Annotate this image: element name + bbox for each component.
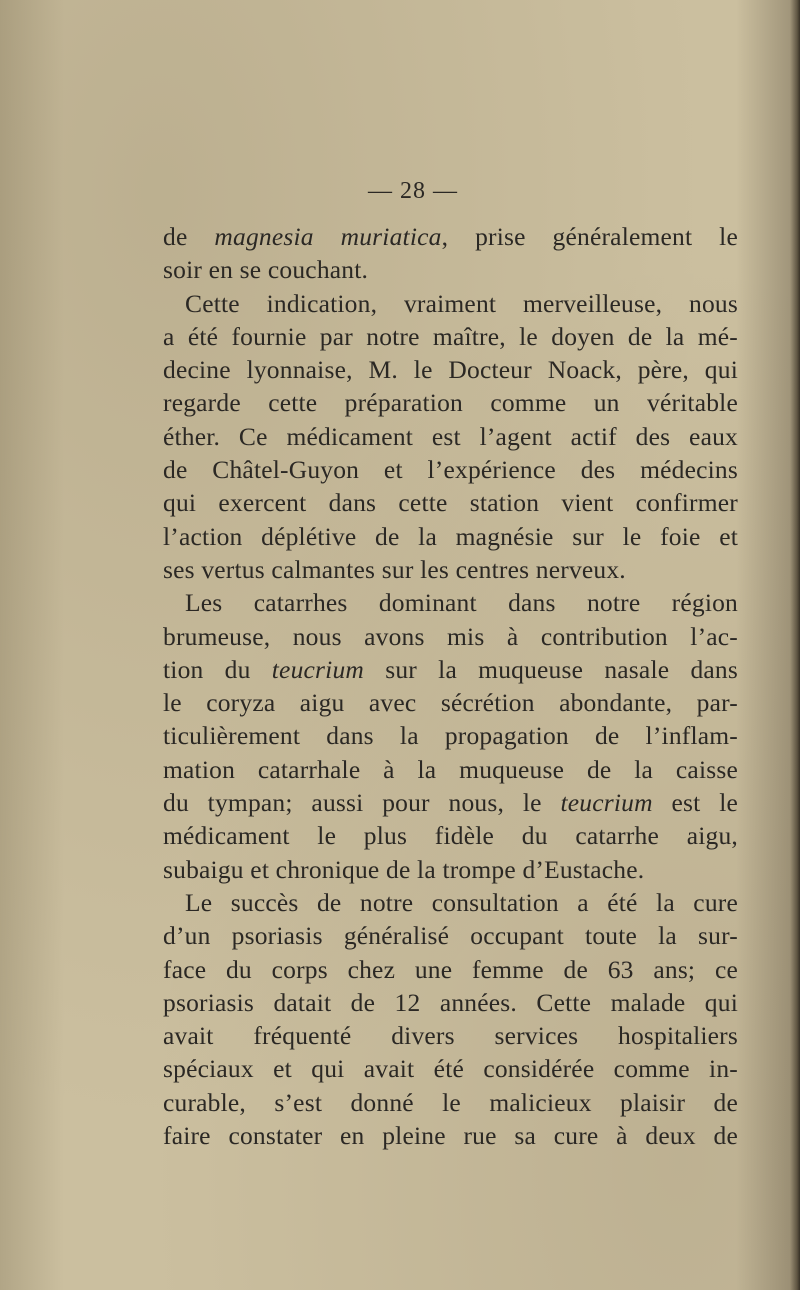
text-segment: éther. Ce médicament est l’agent actif des eaux: [163, 421, 738, 451]
text-line: [163, 786, 738, 819]
text-line: [163, 886, 738, 919]
text-line: [163, 486, 738, 519]
text-segment: l’action déplétive de la magnésie sur le foie et: [163, 521, 738, 551]
text-line: [163, 553, 738, 586]
text-line: [163, 686, 738, 719]
text-segment: médicament le plus fidèle du catarrhe aigu,: [163, 821, 738, 851]
text-segment: sur la muqueuse nasale dans: [364, 654, 738, 684]
text-segment: curable, s’est donné le malicieux plaisir de: [163, 1087, 738, 1117]
text-segment: ticulièrement dans la propagation de l’inflam-: [163, 721, 738, 751]
text-line: [163, 420, 738, 453]
text-line: [163, 953, 738, 986]
text-line: [163, 653, 738, 686]
text-line: [163, 1052, 738, 1085]
text-segment: a été fournie par notre maître, le doyen de la mé-: [163, 321, 738, 351]
text-segment: de: [163, 222, 215, 251]
text-line: [163, 586, 738, 619]
page-number: — 28 —: [368, 178, 458, 204]
text-segment: qui exercent dans cette station vient confirmer: [163, 488, 738, 518]
text-segment: subaigu et chronique de la trompe d’Eustache.: [163, 854, 645, 884]
text-line: [163, 453, 738, 486]
text-segment: Le succès de notre consultation a été la cure: [185, 887, 738, 917]
text-segment: regarde cette préparation comme un véritable: [163, 388, 738, 418]
text-segment: Cette indication, vraiment merveilleuse, nous: [185, 288, 738, 318]
italic-term: teucrium: [560, 788, 653, 818]
text-segment: decine lyonnaise, M. le Docteur Noack, père, qui: [163, 355, 738, 385]
text-segment: le coryza aigu avec sécrétion abondante, par-: [163, 688, 738, 718]
text-line: [163, 1086, 738, 1119]
text-segment: de Châtel-Guyon et l’expérience des médecins: [163, 455, 738, 485]
text-segment: tion du: [163, 654, 272, 684]
text-segment: face du corps chez une femme de 63 ans; ce: [163, 954, 738, 984]
text-line: [163, 853, 738, 886]
text-line: [163, 919, 738, 952]
text-segment: ses vertus calmantes sur les centres nerveux.: [163, 554, 626, 584]
text-line: [163, 1119, 738, 1152]
text-segment: soir en se couchant.: [163, 255, 369, 285]
text-segment: psoriasis datait de 12 années. Cette malade qui: [163, 987, 738, 1017]
text-segment: spéciaux et qui avait été considérée comme in-: [163, 1054, 738, 1084]
italic-term: teucrium: [271, 654, 365, 684]
text-line: [163, 386, 738, 419]
text-line: [163, 220, 738, 253]
text-segment: mation catarrhale à la muqueuse de la caisse: [163, 754, 738, 784]
italic-term: magnesia muriatica: [214, 222, 442, 251]
text-segment: d’un psoriasis généralisé occupant toute la sur-: [163, 921, 738, 951]
text-line: [163, 253, 738, 286]
text-segment: du tympan; aussi pour nous, le: [163, 788, 561, 818]
text-segment: Les catarrhes dominant dans notre région: [185, 588, 738, 618]
text-line: [163, 986, 738, 1019]
text-line: [163, 287, 738, 320]
text-segment: brumeuse, nous avons mis à contribution l’ac-: [163, 621, 738, 651]
text-segment: avait fréquenté divers services hospitaliers: [163, 1021, 738, 1051]
text-line: [163, 819, 738, 852]
page-edge-shadow: [790, 0, 800, 1290]
text-segment: est le: [652, 788, 738, 818]
text-line: [163, 1019, 738, 1052]
text-line: [163, 353, 738, 386]
text-line: [163, 753, 738, 786]
text-line: [163, 320, 738, 353]
text-line: [163, 520, 738, 553]
text-line: [163, 719, 738, 752]
text-line: [163, 620, 738, 653]
text-segment: , prise généralement le: [441, 222, 738, 251]
body-text: [163, 220, 738, 1152]
text-segment: faire constater en pleine rue sa cure à deux de: [163, 1121, 738, 1151]
